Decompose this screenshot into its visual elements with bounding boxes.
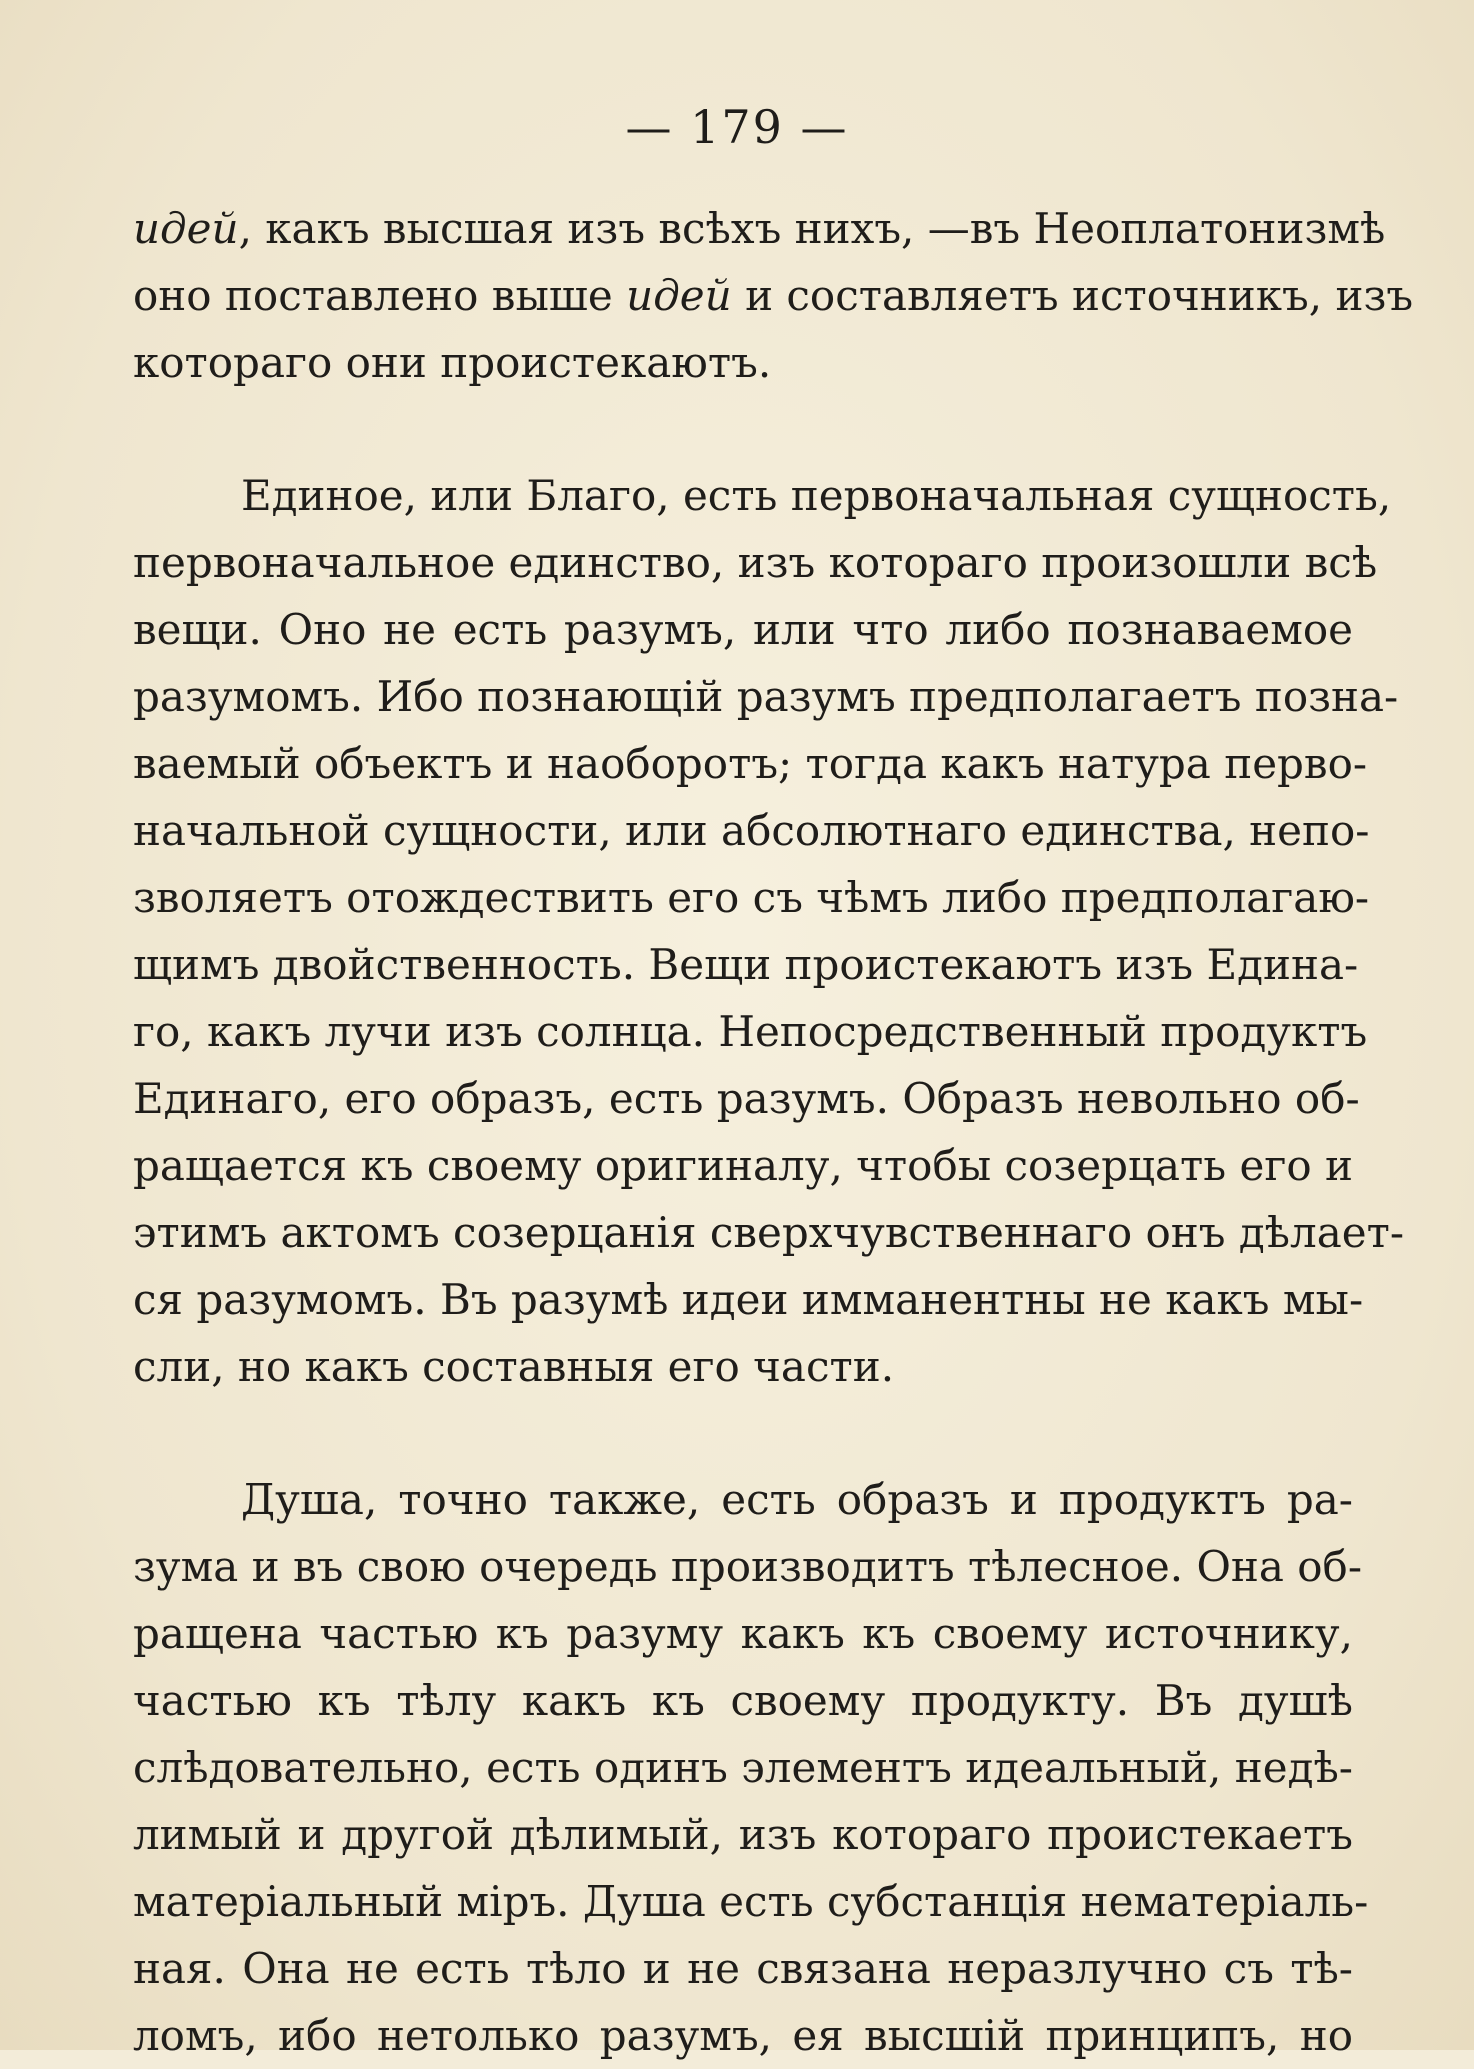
text-line: сли, но какъ составныя его части.: [133, 1342, 895, 1391]
text-line: ся разумомъ. Въ разумѣ идеи имманентны не какъ мы-: [133, 1275, 1364, 1324]
text-line: этимъ актомъ созерцанія сверхчувственнаго онъ дѣлает-: [133, 1208, 1405, 1257]
text-line: лимый и другой дѣлимый, изъ котораго проистекаетъ: [133, 1810, 1353, 1859]
page-text: [133, 195, 1414, 2069]
text-line: слѣдовательно, есть одинъ элементъ идеальный, недѣ-: [133, 1743, 1353, 1792]
text-line: оно поставлено выше идей и составляетъ источникъ, изъ: [133, 271, 1414, 320]
text-line: зума и въ свою очередь производитъ тѣлесное. Она об-: [133, 1542, 1363, 1591]
text-line: ная. Она не есть тѣло и не связана неразлучно съ тѣ-: [133, 1944, 1353, 1993]
text-line: идей, какъ высшая изъ всѣхъ нихъ, —въ Неоплатонизмѣ: [133, 204, 1386, 253]
text-line: Душа, точно также, есть образъ и продуктъ ра-: [241, 1475, 1353, 1524]
text-line: ращена частью къ разуму какъ къ своему источнику,: [133, 1609, 1353, 1658]
text-line: ваемый объектъ и наоборотъ; тогда какъ натура перво-: [133, 739, 1368, 788]
text-line: ломъ, ибо нетолько разумъ, ея высшій принципъ, но: [133, 2011, 1353, 2060]
text-line: го, какъ лучи изъ солнца. Непосредственный продуктъ: [133, 1007, 1368, 1056]
text-line: Единаго, его образъ, есть разумъ. Образъ невольно об-: [133, 1074, 1360, 1123]
text-line: частью къ тѣлу какъ къ своему продукту. Въ душѣ: [133, 1676, 1353, 1725]
text-line: ращается къ своему оригиналу, чтобы созерцать его и: [133, 1141, 1353, 1190]
text-line: щимъ двойственность. Вещи проистекаютъ изъ Едина-: [133, 940, 1359, 989]
text-line: зволяетъ отождествить его съ чѣмъ либо предполагаю-: [133, 873, 1370, 922]
text-line: матеріальный міръ. Душа есть субстанція нематеріаль-: [133, 1877, 1369, 1926]
italic-word: идей: [626, 271, 732, 320]
text-line: разумомъ. Ибо познающій разумъ предполагаетъ позна-: [133, 672, 1399, 721]
text-line: котораго они проистекаютъ.: [133, 338, 772, 387]
text-line: первоначальное единство, изъ котораго произошли всѣ: [133, 538, 1378, 587]
italic-word: идей: [133, 204, 239, 253]
text-line: начальной сущности, или абсолютнаго единства, непо-: [133, 806, 1370, 855]
text-line: Единое, или Благо, есть первоначальная сущность,: [241, 471, 1392, 520]
text-line: вещи. Оно не есть разумъ, или что либо познаваемое: [133, 605, 1353, 654]
page-number: — 179 —: [625, 100, 849, 154]
